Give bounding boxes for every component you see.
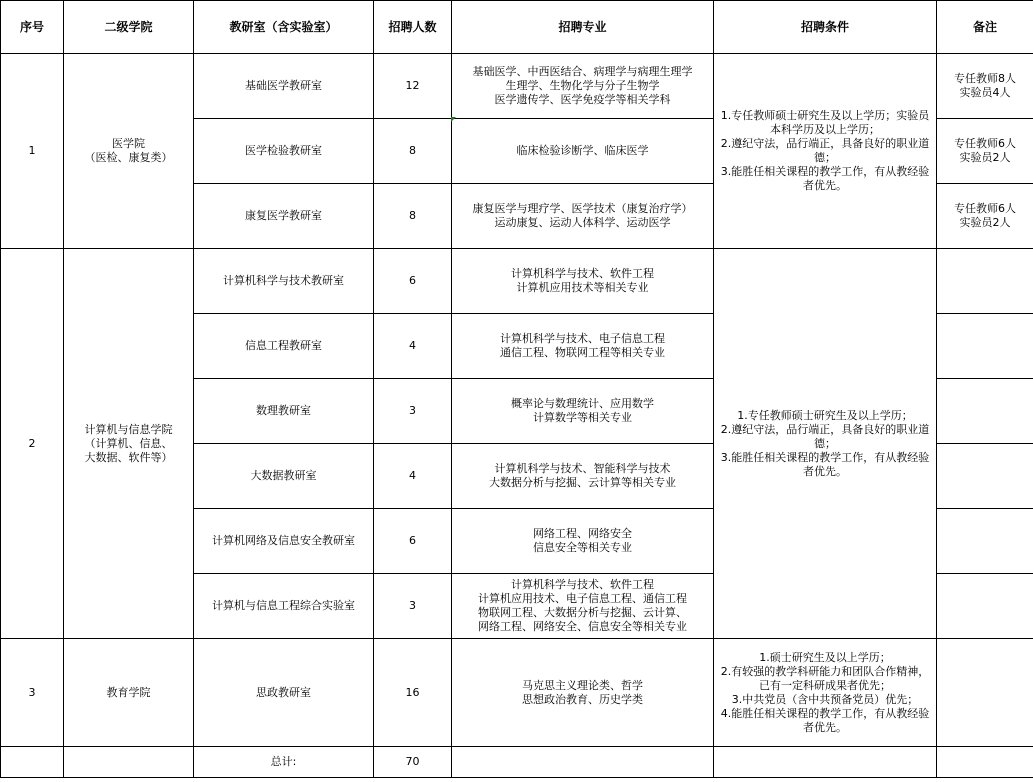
seq-cell[interactable]: 3 — [1, 639, 64, 747]
major-cell[interactable]: 网络工程、网络安全 信息安全等相关专业 — [452, 509, 714, 574]
total-label[interactable]: 总计: — [194, 747, 374, 778]
total-row — [1, 747, 1033, 778]
header-condition[interactable]: 招聘条件 — [714, 1, 937, 54]
remark-cell[interactable] — [937, 379, 1033, 444]
remark-cell[interactable] — [937, 509, 1033, 574]
condition-cell[interactable]: 1.专任教师硕士研究生及以上学历； 2.遵纪守法，品行端正，具备良好的职业道德； 3.能胜任相关课程的教学工作，有从教经验者优先。 — [714, 249, 937, 639]
major-cell[interactable]: 计算机科学与技术、软件工程 计算机应用技术等相关专业 — [452, 249, 714, 314]
office-cell[interactable]: 计算机与信息工程综合实验室 — [194, 574, 374, 639]
count-cell[interactable]: 6 — [374, 509, 452, 574]
table-row — [1, 249, 1033, 314]
count-cell[interactable]: 4 — [374, 314, 452, 379]
count-cell[interactable]: 3 — [374, 379, 452, 444]
remark-cell[interactable] — [937, 249, 1033, 314]
remark-cell[interactable] — [937, 639, 1033, 747]
major-cell[interactable]: 临床检验诊断学、临床医学 — [452, 119, 714, 184]
empty-cell[interactable] — [1, 747, 64, 778]
major-cell[interactable]: 基础医学、中西医结合、病理学与病理生理学 生理学、生物化学与分子生物学 医学遗传学、医学免疫学等相关学科 — [452, 54, 714, 119]
remark-cell[interactable]: 专任教师6人 实验员2人 — [937, 184, 1033, 249]
major-cell[interactable]: 康复医学与理疗学、医学技术（康复治疗学） 运动康复、运动人体科学、运动医学 — [452, 184, 714, 249]
remark-cell[interactable] — [937, 314, 1033, 379]
remark-cell[interactable] — [937, 444, 1033, 509]
table-row — [1, 54, 1033, 119]
header-office[interactable]: 教研室（含实验室） — [194, 1, 374, 54]
table-row — [1, 639, 1033, 747]
major-cell[interactable]: 概率论与数理统计、应用数学 计算数学等相关专业 — [452, 379, 714, 444]
remark-cell[interactable] — [937, 574, 1033, 639]
office-cell[interactable]: 信息工程教研室 — [194, 314, 374, 379]
header-remark[interactable]: 备注 — [937, 1, 1033, 54]
college-cell[interactable]: 教育学院 — [64, 639, 194, 747]
office-cell[interactable]: 医学检验教研室 — [194, 119, 374, 184]
major-cell[interactable]: 计算机科学与技术、软件工程 计算机应用技术、电子信息工程、通信工程 物联网工程、大数据分析与挖掘、云计算、 网络工程、网络安全、信息安全等相关专业 — [452, 574, 714, 639]
seq-cell[interactable]: 1 — [1, 54, 64, 249]
condition-cell[interactable]: 1.专任教师硕士研究生及以上学历；实验员本科学历及以上学历； 2.遵纪守法，品行端正，具备良好的职业道德； 3.能胜任相关课程的教学工作，有从教经验者优先。 — [714, 54, 937, 249]
count-cell[interactable]: 6 — [374, 249, 452, 314]
count-cell[interactable]: 8 — [374, 119, 452, 184]
count-cell[interactable]: 3 — [374, 574, 452, 639]
count-cell[interactable]: 16 — [374, 639, 452, 747]
remark-cell[interactable]: 专任教师6人 实验员2人 — [937, 119, 1033, 184]
major-cell[interactable]: 计算机科学与技术、电子信息工程 通信工程、物联网工程等相关专业 — [452, 314, 714, 379]
count-cell[interactable]: 12 — [374, 54, 452, 119]
count-cell[interactable]: 8 — [374, 184, 452, 249]
condition-cell[interactable]: 1.硕士研究生及以上学历； 2.有较强的教学科研能力和团队合作精神，已有一定科研成果者优先； 3.中共党员（含中共预备党员）优先； 4.能胜任相关课程的教学工作，有从教经验者优先。 — [714, 639, 937, 747]
remark-cell[interactable]: 专任教师8人 实验员4人 — [937, 54, 1033, 119]
empty-cell[interactable] — [714, 747, 937, 778]
office-cell[interactable]: 计算机科学与技术教研室 — [194, 249, 374, 314]
major-cell[interactable]: 计算机科学与技术、智能科学与技术 大数据分析与挖掘、云计算等相关专业 — [452, 444, 714, 509]
count-cell[interactable]: 4 — [374, 444, 452, 509]
cell-comment-indicator-icon — [451, 117, 456, 122]
header-seq[interactable]: 序号 — [1, 1, 64, 54]
office-cell[interactable]: 康复医学教研室 — [194, 184, 374, 249]
header-college[interactable]: 二级学院 — [64, 1, 194, 54]
office-cell[interactable]: 思政教研室 — [194, 639, 374, 747]
college-cell[interactable]: 医学院 （医检、康复类） — [64, 54, 194, 249]
office-cell[interactable]: 数理教研室 — [194, 379, 374, 444]
office-cell[interactable]: 大数据教研室 — [194, 444, 374, 509]
header-count[interactable]: 招聘人数 — [374, 1, 452, 54]
header-major[interactable]: 招聘专业 — [452, 1, 714, 54]
empty-cell[interactable] — [64, 747, 194, 778]
seq-cell[interactable]: 2 — [1, 249, 64, 639]
major-cell[interactable]: 马克思主义理论类、哲学 思想政治教育、历史学类 — [452, 639, 714, 747]
empty-cell[interactable] — [452, 747, 714, 778]
college-cell[interactable]: 计算机与信息学院 （计算机、信息、 大数据、软件等） — [64, 249, 194, 639]
total-value[interactable]: 70 — [374, 747, 452, 778]
header-row — [1, 1, 1033, 54]
office-cell[interactable]: 计算机网络及信息安全教研室 — [194, 509, 374, 574]
office-cell[interactable]: 基础医学教研室 — [194, 54, 374, 119]
empty-cell[interactable] — [937, 747, 1033, 778]
